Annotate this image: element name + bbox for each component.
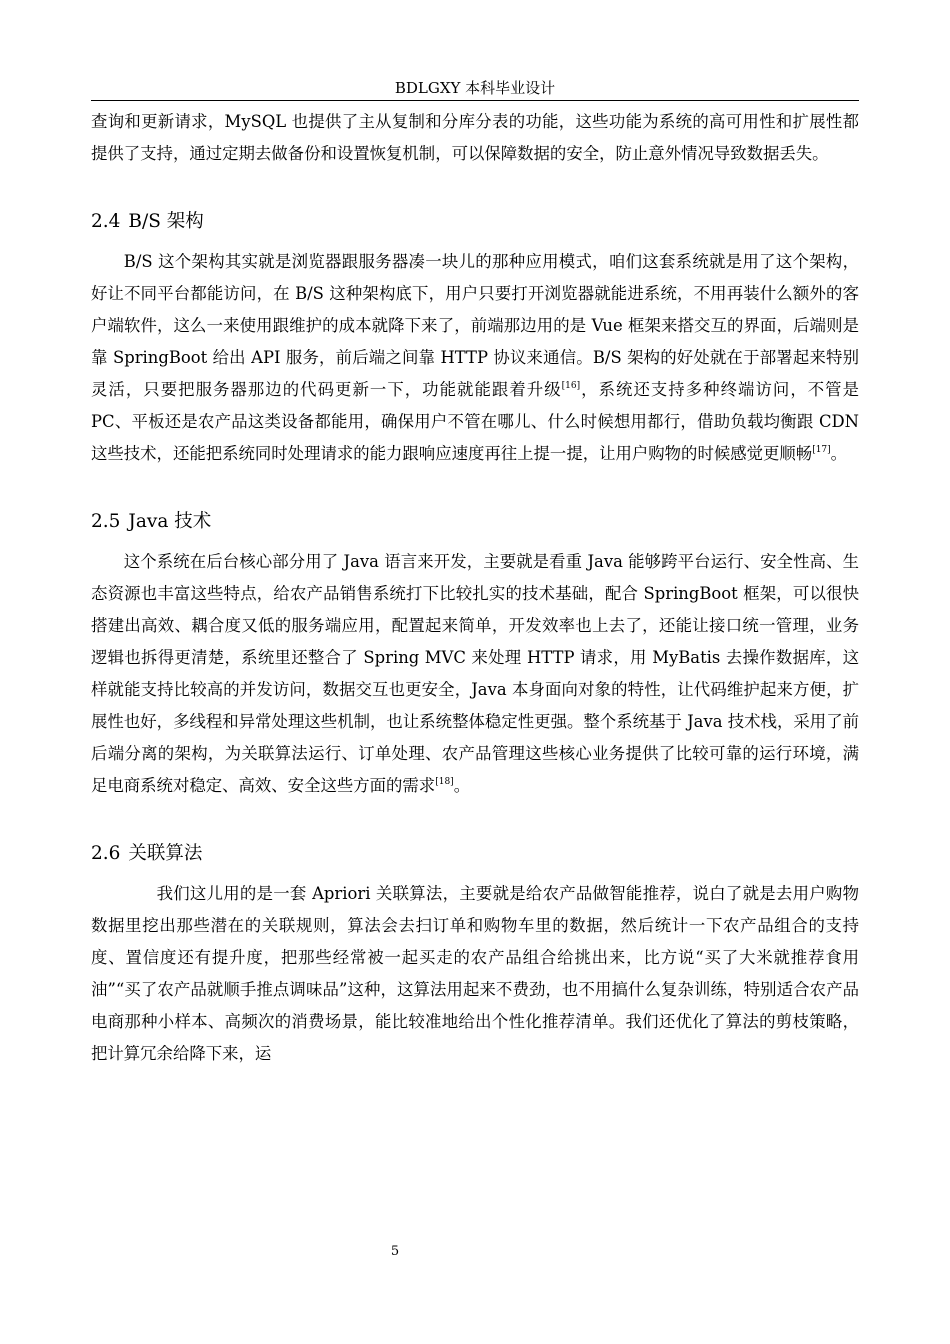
paragraph-text: B/S 这个架构其实就是浏览器跟服务器凑一块儿的那种应用模式，咱们这套系统就是用了这个架构，好让不同平台都能访问，在 B/S 这种架构底下，用户只要打开浏览器就能进系统，不用再装什么额外的客户端软件，这么一来使用跟维护的成本就降下来了，前端那边用的是 Vue 框架来搭交互的界面，后端则是靠 SpringBoot 给出 API 服务，前后端之间靠 HTTP 协议来通信。B/S 架构的好处就在于部署起来特别灵活，只要把服务器那边的代码更新一下，功能就能跟着升级 [91, 252, 859, 399]
citation: [17] [812, 445, 831, 455]
citation: [18] [435, 777, 454, 787]
section-title: 关联算法 [128, 843, 203, 864]
paragraph-text: ，系统还支持多种终端访问，不管是 PC、平板还是农产品这类设备都能用，确保用户不管在哪儿、什么时候想用都行，借助负载均衡跟 CDN 这些技术，还能把系统同时处理请求的能力跟响应速度再往上提一提，让用户购物的时候感觉更顺畅 [91, 380, 859, 463]
paragraph-text: 。 [453, 776, 471, 795]
citation: [16] [561, 381, 581, 391]
page-header: BDLGXY 本科毕业设计 [394, 79, 556, 97]
section-heading-java [91, 506, 859, 538]
header-rule [91, 100, 859, 101]
page-content [91, 106, 859, 1070]
intro-paragraph: 查询和更新请求，MySQL 也提供了主从复制和分库分表的功能，这些功能为系统的高可用性和扩展性都提供了支持，通过定期去做备份和设置恢复机制，可以保障数据的安全，防止意外情况导致数据丢失。 [91, 112, 859, 163]
section-paragraph-bs [91, 246, 859, 470]
page-number: 5 [390, 1244, 400, 1259]
paragraph-text: 。 [830, 444, 848, 463]
section-heading-bs [91, 206, 859, 238]
paragraph-text: 我们这儿用的是一套 Apriori 关联算法，主要就是给农产品做智能推荐，说白了就是去用户购物数据里挖出那些潜在的关联规则，算法会去扫订单和购物车里的数据，然后统计一下农产品组合的支持度、置信度还有提升度，把那些经常被一起买走的农产品组合给挑出来，比方说“买了大米就推荐食用油”“买了农产品就顺手推点调味品”这种，这算法用起来不费劲，也不用搞什么复杂训练，特别适合农产品电商那种小样本、高频次的消费场景，能比较准地给出个性化推荐清单。我们还优化了算法的剪枝策略，把计算冗余给降下来，运 [91, 884, 859, 1063]
section-title: Java 技术 [128, 511, 212, 532]
section-heading-association [91, 838, 859, 870]
section-paragraph-association [91, 878, 859, 1070]
paragraph-text: 这个系统在后台核心部分用了 Java 语言来开发，主要就是看重 Java 能够跨平台运行、安全性高、生态资源也丰富这些特点，给农产品销售系统打下比较扎实的技术基础，配合 SpringBoot 框架，可以很快搭建出高效、耦合度又低的服务端应用，配置起来简单，开发效率也上去了，还能让接口统一管理，业务逻辑也拆得更清楚，系统里还整合了 Spring MVC 来处理 HTTP 请求，用 MyBatis 去操作数据库，这样就能支持比较高的并发访问，数据交互也更安全，Java 本身面向对象的特性，让代码维护起来方便，扩展性也好，多线程和异常处理这些机制，也让系统整体稳定性更强。整个系统基于 Java 技术栈，采用了前后端分离的架构，为关联算法运行、订单处理、农产品管理这些核心业务提供了比较可靠的运行环境，满足电商系统对稳定、高效、安全这些方面的需求 [91, 552, 859, 795]
section-paragraph-java [91, 546, 859, 802]
section-title: B/S 架构 [128, 211, 204, 232]
section-number: 2.6 [91, 843, 121, 864]
section-number: 2.5 [91, 511, 121, 532]
section-number: 2.4 [91, 211, 121, 232]
